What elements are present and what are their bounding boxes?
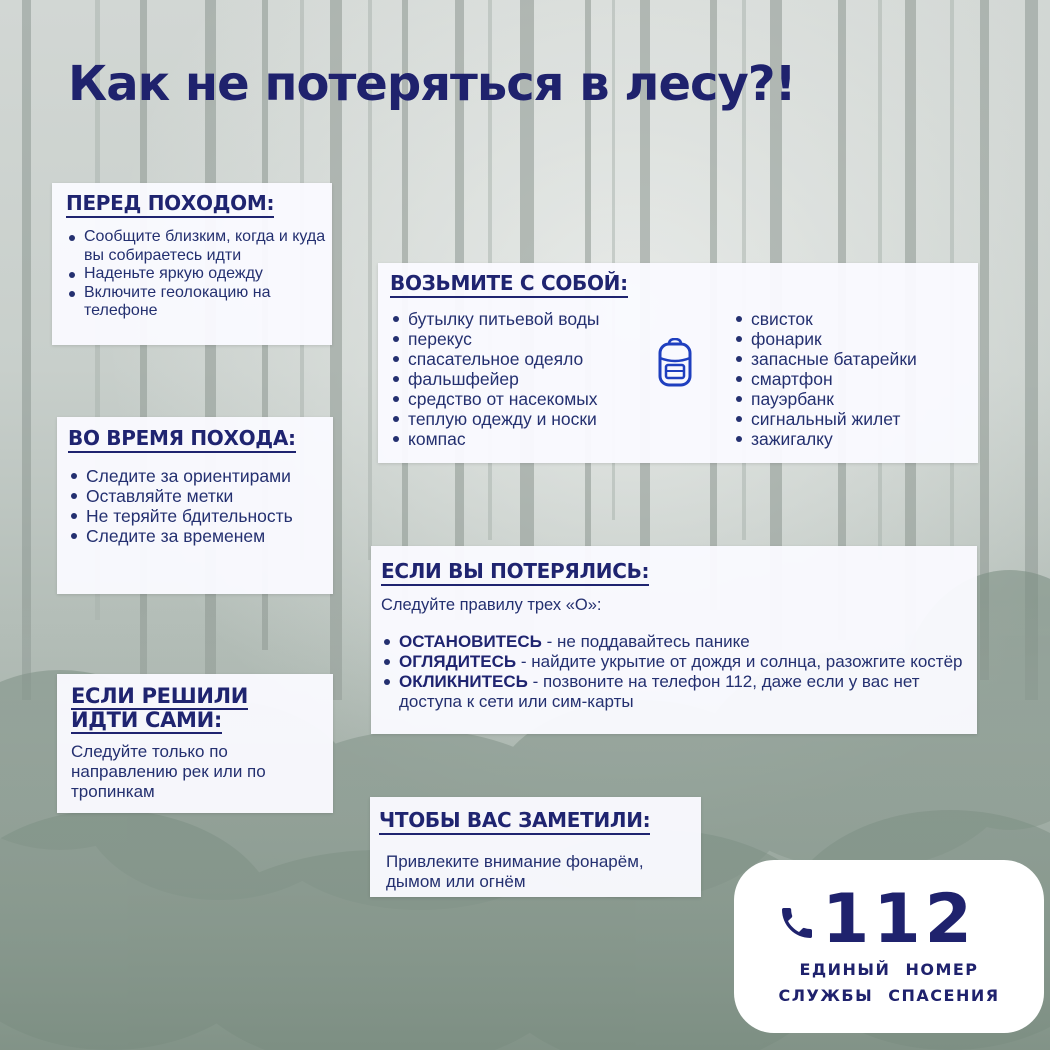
rule-key: ОГЛЯДИТЕСЬ	[399, 652, 517, 671]
emergency-label-line2: СЛУЖБЫ СПАСЕНИЯ	[778, 986, 1000, 1005]
list-item: Следите за временем	[68, 526, 333, 546]
list-item: Следите за ориентирами	[68, 466, 333, 486]
go-alone-heading	[71, 684, 333, 732]
emergency-number: 112	[822, 880, 976, 959]
be-noticed-heading: ЧТОБЫ ВАС ЗАМЕТИЛИ:	[379, 809, 650, 835]
go-alone-text: Следуйте только по направлению рек или по тропинкам	[71, 742, 266, 801]
list-item: фальшфейер	[390, 369, 660, 389]
list-item: зажигалку	[733, 429, 963, 449]
list-item: свисток	[733, 309, 963, 329]
list-item: Оставляйте метки	[68, 486, 333, 506]
phone-icon	[777, 903, 817, 943]
if-lost-card	[371, 546, 977, 734]
list-item: пауэрбанк	[733, 389, 963, 409]
list-item: Наденьте яркую одежду	[66, 265, 332, 284]
emergency-label-line1: ЕДИНЫЙ НОМЕР	[799, 960, 979, 979]
during-hike-card	[57, 417, 333, 594]
list-item: теплую одежду и носки	[390, 409, 660, 429]
list-item: средство от насекомых	[390, 389, 660, 409]
list-item	[381, 652, 967, 672]
list-item: спасательное одеяло	[390, 349, 660, 369]
list-item: перекус	[390, 329, 660, 349]
list-item: фонарик	[733, 329, 963, 349]
take-with-you-list-right	[733, 309, 963, 449]
take-with-you-list-left	[390, 309, 660, 449]
if-lost-heading: ЕСЛИ ВЫ ПОТЕРЯЛИСЬ:	[381, 560, 649, 586]
rule-text: - найдите укрытие от дождя и солнца, разожгите костёр	[516, 652, 963, 671]
go-alone-card	[57, 674, 333, 813]
list-item: запасные батарейки	[733, 349, 963, 369]
list-item	[381, 632, 967, 652]
before-hike-card	[52, 183, 332, 345]
rule-key: ОСТАНОВИТЕСЬ	[399, 632, 542, 651]
list-item: Не теряйте бдительность	[68, 506, 333, 526]
list-item: Включите геолокацию на телефоне	[66, 284, 332, 321]
list-item: сигнальный жилет	[733, 409, 963, 429]
list-item: бутылку питьевой воды	[390, 309, 660, 329]
page-title: Как не потеряться в лесу?!	[68, 56, 796, 112]
during-hike-heading: ВО ВРЕМЯ ПОХОДА:	[68, 427, 296, 453]
rule-text: - не поддавайтесь панике	[541, 632, 750, 651]
list-item: смартфон	[733, 369, 963, 389]
before-hike-list	[66, 228, 332, 321]
during-hike-list	[68, 466, 333, 546]
rule-key: ОКЛИКНИТЕСЬ	[399, 672, 528, 691]
take-with-you-heading: ВОЗЬМИТЕ С СОБОЙ:	[390, 272, 628, 298]
backpack-icon	[657, 338, 693, 388]
emergency-number-badge	[734, 860, 1044, 1033]
before-hike-heading: ПЕРЕД ПОХОДОМ:	[66, 192, 274, 218]
rule-text: - позвоните на телефон 112, даже если у вас нет доступа к сети или сим-карты	[399, 672, 920, 711]
list-item	[381, 672, 967, 712]
list-item: Сообщите близким, когда и куда вы собираетесь идти	[66, 228, 332, 265]
go-alone-heading-line1: ЕСЛИ РЕШИЛИ	[71, 684, 249, 708]
go-alone-heading-line2: ИДТИ САМИ:	[71, 708, 223, 732]
be-noticed-text: Привлеките внимание фонарём, дымом или огнём	[386, 852, 644, 891]
be-noticed-card	[370, 797, 701, 897]
if-lost-lead: Следуйте правилу трех «О»:	[381, 596, 602, 614]
list-item: компас	[390, 429, 660, 449]
if-lost-list	[381, 632, 967, 712]
